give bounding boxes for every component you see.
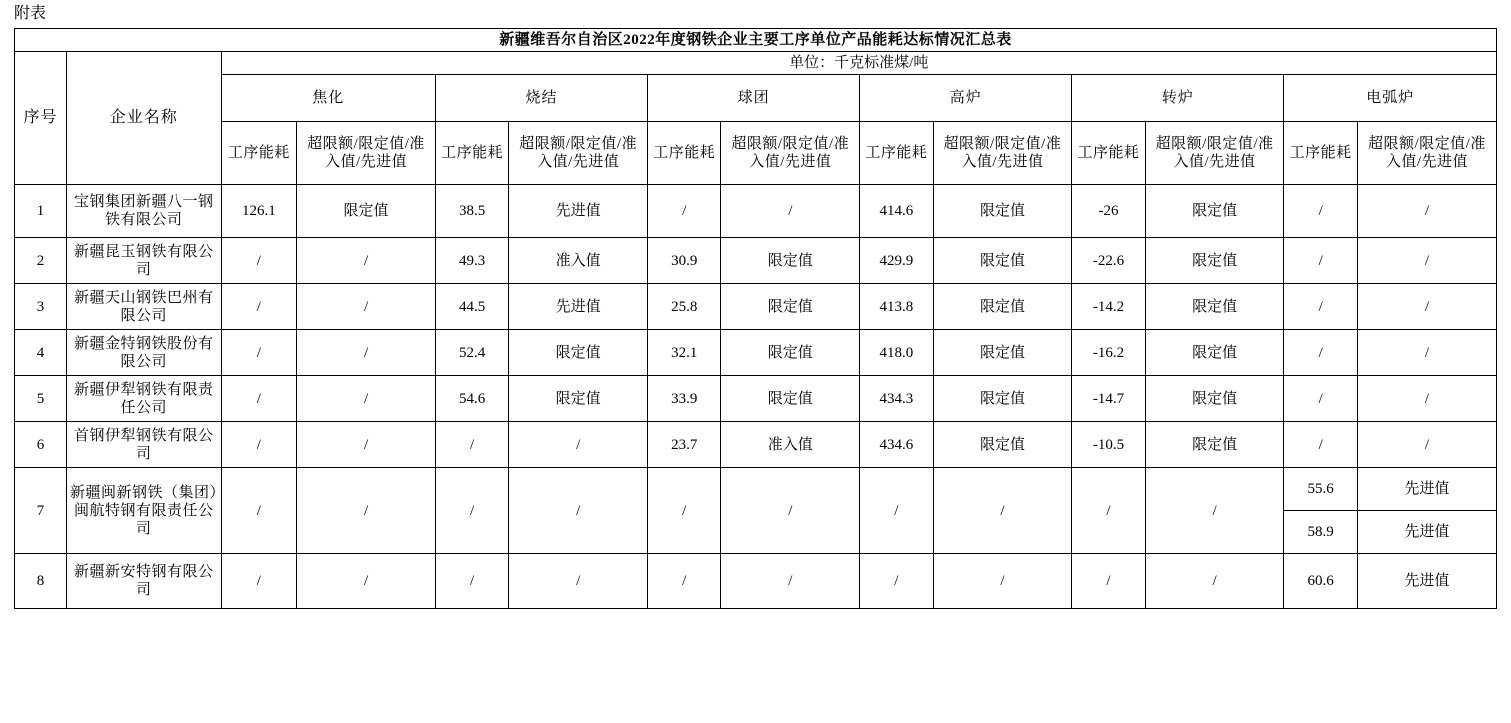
cell-coking-energy: 126.1 xyxy=(221,185,297,238)
cell-eaf-level: 先进值 xyxy=(1357,468,1496,511)
header-group-converter: 转炉 xyxy=(1072,75,1284,122)
cell-sintering-level: / xyxy=(509,554,648,609)
cell-sintering-level: / xyxy=(509,468,648,554)
cell-bf-energy: 414.6 xyxy=(860,185,933,238)
row-company: 新疆闽新钢铁（集团）闽航特钢有限责任公司 xyxy=(66,468,221,554)
cell-pellet-energy: / xyxy=(648,185,721,238)
header-group-coking: 焦化 xyxy=(221,75,435,122)
table-row xyxy=(15,422,1497,468)
header-seq: 序号 xyxy=(15,52,67,185)
row-company: 宝钢集团新疆八一钢铁有限公司 xyxy=(66,185,221,238)
cell-converter-energy: -14.2 xyxy=(1072,284,1145,330)
cell-eaf-energy: / xyxy=(1284,422,1357,468)
energy-consumption-table xyxy=(14,28,1497,609)
cell-pellet-energy: 33.9 xyxy=(648,376,721,422)
cell-converter-energy: / xyxy=(1072,468,1145,554)
cell-sintering-energy: 49.3 xyxy=(435,238,508,284)
cell-pellet-energy: / xyxy=(648,554,721,609)
row-index: 5 xyxy=(15,376,67,422)
row-index: 8 xyxy=(15,554,67,609)
cell-eaf-level: / xyxy=(1357,422,1496,468)
cell-converter-energy: -22.6 xyxy=(1072,238,1145,284)
cell-coking-energy: / xyxy=(221,554,297,609)
cell-converter-level: 限定值 xyxy=(1145,185,1284,238)
cell-sintering-energy: 52.4 xyxy=(435,330,508,376)
cell-sintering-level: 限定值 xyxy=(509,330,648,376)
header-group-pellet: 球团 xyxy=(648,75,860,122)
cell-bf-energy: 434.3 xyxy=(860,376,933,422)
cell-bf-energy: 429.9 xyxy=(860,238,933,284)
cell-converter-level: 限定值 xyxy=(1145,284,1284,330)
cell-eaf-level: / xyxy=(1357,238,1496,284)
table-row xyxy=(15,284,1497,330)
cell-sintering-level: 限定值 xyxy=(509,376,648,422)
cell-coking-energy: / xyxy=(221,468,297,554)
cell-coking-level: / xyxy=(297,376,436,422)
cell-converter-energy: / xyxy=(1072,554,1145,609)
cell-bf-energy: 418.0 xyxy=(860,330,933,376)
table-row xyxy=(15,468,1497,511)
cell-sintering-level: 先进值 xyxy=(509,284,648,330)
cell-coking-level: / xyxy=(297,284,436,330)
cell-coking-level: / xyxy=(297,468,436,554)
cell-pellet-level: / xyxy=(721,185,860,238)
cell-eaf-energy: 58.9 xyxy=(1284,511,1357,554)
header-sub-energy-coking: 工序能耗 xyxy=(221,122,297,185)
cell-eaf-energy: 60.6 xyxy=(1284,554,1357,609)
row-company: 首钢伊犁钢铁有限公司 xyxy=(66,422,221,468)
cell-coking-level: / xyxy=(297,422,436,468)
cell-converter-energy: -14.7 xyxy=(1072,376,1145,422)
cell-converter-energy: -16.2 xyxy=(1072,330,1145,376)
cell-bf-energy: / xyxy=(860,468,933,554)
cell-eaf-energy: 55.6 xyxy=(1284,468,1357,511)
header-sub-energy-eaf: 工序能耗 xyxy=(1284,122,1357,185)
header-sub-row xyxy=(15,122,1497,185)
cell-converter-level: 限定值 xyxy=(1145,238,1284,284)
header-sub-energy-converter: 工序能耗 xyxy=(1072,122,1145,185)
cell-eaf-energy: / xyxy=(1284,284,1357,330)
cell-bf-energy: / xyxy=(860,554,933,609)
header-sub-energy-blast-furnace: 工序能耗 xyxy=(860,122,933,185)
row-index: 3 xyxy=(15,284,67,330)
cell-coking-level: / xyxy=(297,238,436,284)
cell-sintering-energy: / xyxy=(435,468,508,554)
cell-bf-energy: 434.6 xyxy=(860,422,933,468)
row-index: 4 xyxy=(15,330,67,376)
cell-pellet-level: / xyxy=(721,468,860,554)
cell-coking-energy: / xyxy=(221,376,297,422)
cell-sintering-level: / xyxy=(509,422,648,468)
row-index: 2 xyxy=(15,238,67,284)
header-sub-energy-pellet: 工序能耗 xyxy=(648,122,721,185)
row-company: 新疆金特钢铁股份有限公司 xyxy=(66,330,221,376)
cell-pellet-level: 限定值 xyxy=(721,284,860,330)
unit-note-row xyxy=(15,52,1497,75)
cell-eaf-level: / xyxy=(1357,376,1496,422)
table-row xyxy=(15,238,1497,284)
cell-eaf-level: 先进值 xyxy=(1357,511,1496,554)
table-row xyxy=(15,376,1497,422)
cell-converter-energy: -26 xyxy=(1072,185,1145,238)
cell-eaf-level: / xyxy=(1357,284,1496,330)
cell-bf-energy: 413.8 xyxy=(860,284,933,330)
row-company: 新疆伊犁钢铁有限责任公司 xyxy=(66,376,221,422)
cell-sintering-level: 先进值 xyxy=(509,185,648,238)
cell-eaf-energy: / xyxy=(1284,330,1357,376)
cell-bf-level: 限定值 xyxy=(933,376,1072,422)
cell-eaf-energy: / xyxy=(1284,238,1357,284)
header-group-electric-arc-furnace: 电弧炉 xyxy=(1284,75,1497,122)
cell-coking-energy: / xyxy=(221,284,297,330)
cell-converter-level: 限定值 xyxy=(1145,422,1284,468)
page-title: 新疆维吾尔自治区2022年度钢铁企业主要工序单位产品能耗达标情况汇总表 xyxy=(15,29,1497,52)
cell-bf-level: 限定值 xyxy=(933,284,1072,330)
cell-bf-level: / xyxy=(933,468,1072,554)
header-sub-energy-sintering: 工序能耗 xyxy=(435,122,508,185)
cell-pellet-level: 限定值 xyxy=(721,238,860,284)
cell-sintering-energy: 38.5 xyxy=(435,185,508,238)
cell-converter-level: 限定值 xyxy=(1145,376,1284,422)
header-sub-limit-converter: 超限额/限定值/准入值/先进值 xyxy=(1145,122,1284,185)
row-index: 7 xyxy=(15,468,67,554)
cell-pellet-level: 准入值 xyxy=(721,422,860,468)
cell-bf-level: 限定值 xyxy=(933,330,1072,376)
cell-bf-level: 限定值 xyxy=(933,238,1072,284)
table-row xyxy=(15,185,1497,238)
header-group-sintering: 烧结 xyxy=(435,75,647,122)
cell-converter-level: / xyxy=(1145,468,1284,554)
cell-bf-level: 限定值 xyxy=(933,422,1072,468)
cell-pellet-level: / xyxy=(721,554,860,609)
table-row xyxy=(15,554,1497,609)
attachment-label: 附表 xyxy=(14,5,47,22)
header-sub-limit-blast-furnace: 超限额/限定值/准入值/先进值 xyxy=(933,122,1072,185)
cell-converter-level: 限定值 xyxy=(1145,330,1284,376)
cell-sintering-level: 准入值 xyxy=(509,238,648,284)
cell-sintering-energy: 44.5 xyxy=(435,284,508,330)
cell-eaf-level: / xyxy=(1357,185,1496,238)
header-sub-limit-pellet: 超限额/限定值/准入值/先进值 xyxy=(721,122,860,185)
row-index: 6 xyxy=(15,422,67,468)
cell-coking-level: / xyxy=(297,554,436,609)
cell-coking-energy: / xyxy=(221,422,297,468)
header-sub-limit-sintering: 超限额/限定值/准入值/先进值 xyxy=(509,122,648,185)
cell-pellet-energy: 25.8 xyxy=(648,284,721,330)
header-sub-limit-coking: 超限额/限定值/准入值/先进值 xyxy=(297,122,436,185)
row-company: 新疆新安特钢有限公司 xyxy=(66,554,221,609)
unit-note: 单位：千克标准煤/吨 xyxy=(221,52,1496,75)
table-title-row xyxy=(15,29,1497,52)
cell-bf-level: 限定值 xyxy=(933,185,1072,238)
cell-bf-level: / xyxy=(933,554,1072,609)
cell-pellet-energy: 32.1 xyxy=(648,330,721,376)
cell-pellet-energy: 30.9 xyxy=(648,238,721,284)
cell-eaf-level: 先进值 xyxy=(1357,554,1496,609)
cell-sintering-energy: / xyxy=(435,554,508,609)
cell-pellet-level: 限定值 xyxy=(721,376,860,422)
cell-pellet-energy: / xyxy=(648,468,721,554)
row-company: 新疆昆玉钢铁有限公司 xyxy=(66,238,221,284)
header-sub-limit-eaf: 超限额/限定值/准入值/先进值 xyxy=(1357,122,1496,185)
cell-coking-energy: / xyxy=(221,330,297,376)
header-group-row xyxy=(15,75,1497,122)
header-group-blast-furnace: 高炉 xyxy=(860,75,1072,122)
cell-coking-level: 限定值 xyxy=(297,185,436,238)
cell-coking-energy: / xyxy=(221,238,297,284)
cell-eaf-energy: / xyxy=(1284,185,1357,238)
row-index: 1 xyxy=(15,185,67,238)
cell-pellet-level: 限定值 xyxy=(721,330,860,376)
cell-eaf-level: / xyxy=(1357,330,1496,376)
cell-converter-energy: -10.5 xyxy=(1072,422,1145,468)
cell-sintering-energy: / xyxy=(435,422,508,468)
header-company: 企业名称 xyxy=(66,52,221,185)
row-company: 新疆天山钢铁巴州有限公司 xyxy=(66,284,221,330)
cell-pellet-energy: 23.7 xyxy=(648,422,721,468)
cell-sintering-energy: 54.6 xyxy=(435,376,508,422)
cell-converter-level: / xyxy=(1145,554,1284,609)
cell-eaf-energy: / xyxy=(1284,376,1357,422)
cell-coking-level: / xyxy=(297,330,436,376)
table-row xyxy=(15,330,1497,376)
